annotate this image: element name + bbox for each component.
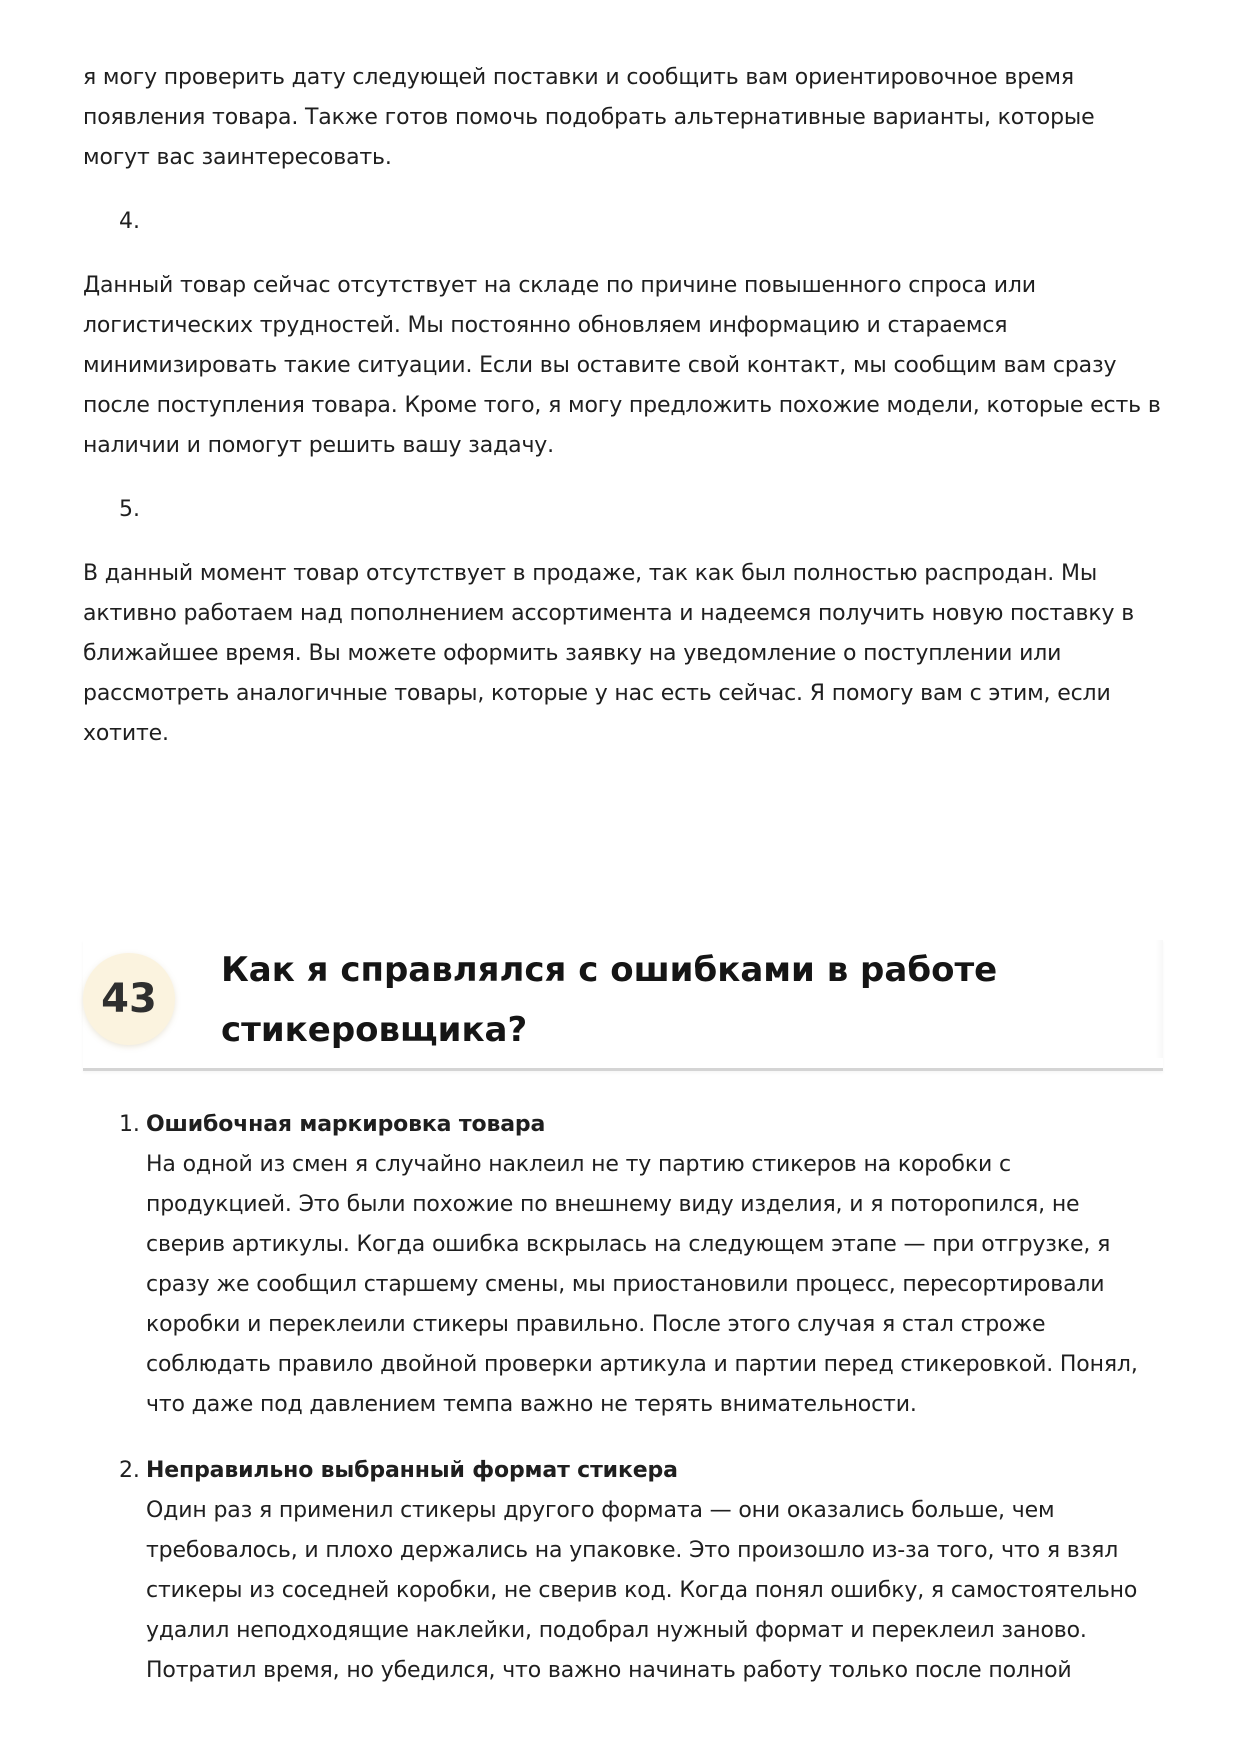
- list-item-number: 1.: [119, 1112, 140, 1137]
- paragraph-continuation: я могу проверить дату следующей поставки и сообщить вам ориентировочное время появления товара. Также готов помочь подобрать альтернативные варианты, которые могут вас заинтересовать.: [83, 65, 1095, 170]
- paragraph-answer-5: В данный момент товар отсутствует в продаже, так как был полностью распродан. Мы активно работаем над пополнением ассортимента и надеемся получить новую поставку в ближайшее время. Вы можете оформить заявку на уведомление о поступлении или рассмотреть аналогичные товары, которые у нас есть сейчас. Я помогу вам с этим, если хотите.: [83, 561, 1135, 746]
- list-number-5: 5.: [119, 497, 140, 522]
- answer-list: [83, 1105, 1163, 1691]
- list-item: [83, 1451, 1163, 1691]
- question-section: [83, 940, 1163, 1717]
- list-number-4: 4.: [119, 209, 140, 234]
- list-item-number: 2.: [119, 1458, 140, 1483]
- list-item-text: На одной из смен я случайно наклеил не ту партию стикеров на коробки с продукцией. Это были похожие по внешнему виду изделия, и я поторопился, не сверив артикулы. Когда ошибка вскрылась на следующем этапе — при отгрузке, я сразу же сообщил старшему смены, мы приостановили процесс, пересортировали коробки и переклеили стикеры правильно. После этого случая я стал строже соблюдать правило двойной проверки артикула и партии перед стикеровкой. Понял, что даже под давлением темпа важно не терять внимательности.: [146, 1152, 1138, 1417]
- question-number-badge: 43: [83, 953, 175, 1045]
- list-item-text: Один раз я применил стикеры другого формата — они оказались больше, чем требовалось, и плохо держались на упаковке. Это произошло из-за того, что я взял стикеры из соседней коробки, не сверив код. Когда понял ошибку, я самостоятельно удалил неподходящие наклейки, подобрал нужный формат и переклеил заново. Потратил время, но убедился, что важно начинать работу только после полной: [146, 1498, 1138, 1683]
- list-item-title: Неправильно выбранный формат стикера: [146, 1458, 678, 1483]
- section-title: Как я справлялся с ошибками в работе стикеровщика?: [221, 950, 998, 1050]
- list-item-title: Ошибочная маркировка товара: [146, 1112, 546, 1137]
- section-header: [83, 940, 1163, 1071]
- top-content: [83, 58, 1163, 754]
- paragraph-answer-4: Данный товар сейчас отсутствует на складе по причине повышенного спроса или логистических трудностей. Мы постоянно обновляем информацию и стараемся минимизировать такие ситуации. Если вы оставите свой контакт, мы сообщим вам сразу после поступления товара. Кроме того, я могу предложить похожие модели, которые есть в наличии и помогут решить вашу задачу.: [83, 273, 1161, 458]
- list-item: [83, 1105, 1163, 1425]
